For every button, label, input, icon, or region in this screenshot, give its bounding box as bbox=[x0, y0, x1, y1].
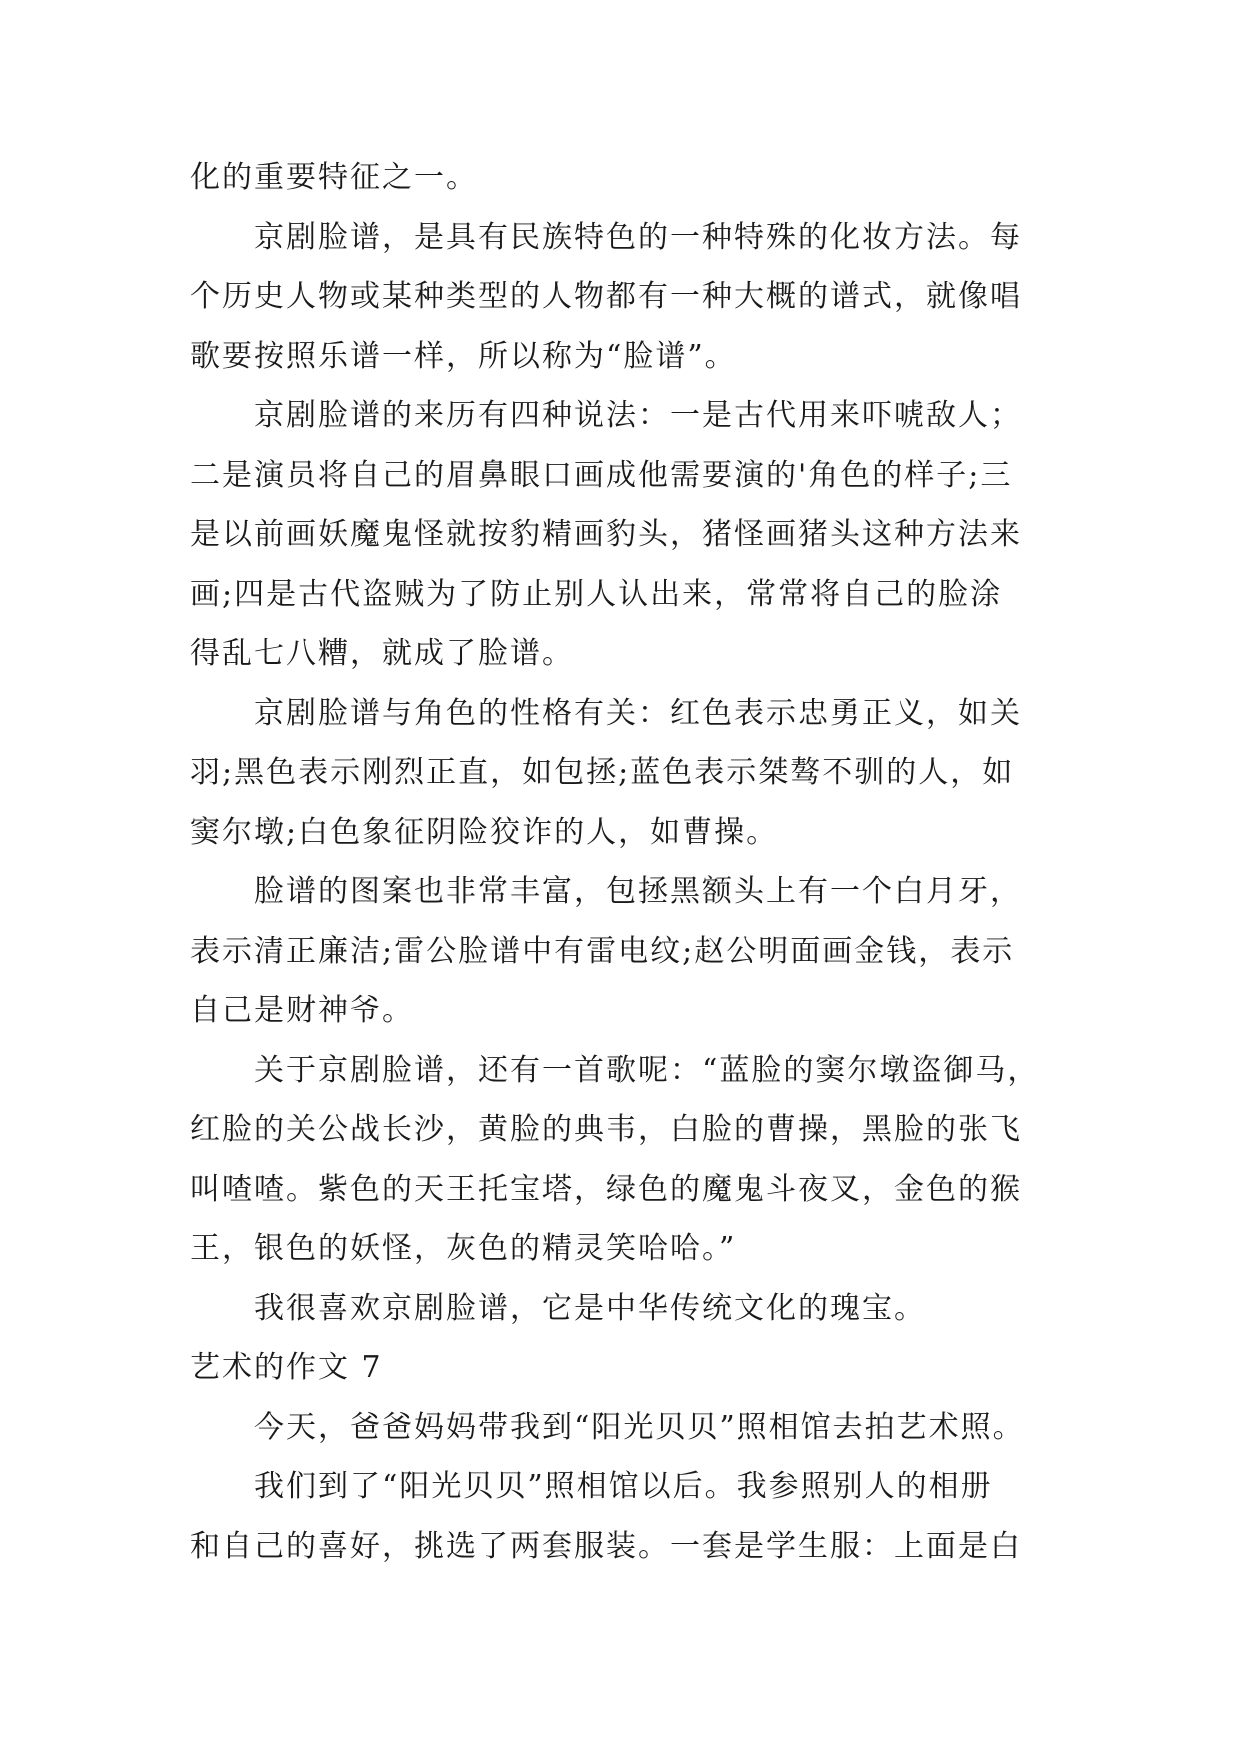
text-line: 二是演员将自己的眉鼻眼口画成他需要演的'角色的样子;三 bbox=[190, 457, 1013, 493]
text-line: 歌要按照乐谱一样，所以称为“脸谱”。 bbox=[190, 338, 737, 374]
text-line: 和自己的喜好，挑选了两套服装。一套是学生服：上面是白 bbox=[190, 1528, 1022, 1564]
text-line: 我很喜欢京剧脸谱，它是中华传统文化的瑰宝。 bbox=[254, 1290, 926, 1326]
text-line: 是以前画妖魔鬼怪就按豹精画豹头，猪怪画猪头这种方法来 bbox=[190, 517, 1022, 552]
text-line: 我们到了“阳光贝贝”照相馆以后。我参照别人的相册 bbox=[254, 1469, 993, 1504]
text-line: 羽;黑色表示刚烈正直，如包拯;蓝色表示桀骜不驯的人，如 bbox=[190, 755, 1015, 790]
text-line: 叫喳喳。紫色的天王托宝塔，绿色的魔鬼斗夜叉，金色的猴 bbox=[190, 1171, 1022, 1207]
text-line: 自己是财神爷。 bbox=[190, 993, 414, 1028]
text-line: 化的重要特征之一。 bbox=[190, 160, 478, 195]
text-line: 表示清正廉洁;雷公脸谱中有雷电纹;赵公明面画金钱，表示 bbox=[190, 933, 1015, 969]
text-line: 关于京剧脸谱，还有一首歌呢：“蓝脸的窦尔墩盗御马， bbox=[254, 1052, 1040, 1088]
text-line: 今天，爸爸妈妈带我到“阳光贝贝”照相馆去拍艺术照。 bbox=[254, 1409, 1025, 1445]
text-line: 京剧脸谱的来历有四种说法：一是古代用来吓唬敌人； bbox=[254, 398, 1022, 433]
text-line: 个历史人物或某种类型的人物都有一种大概的谱式，就像唱 bbox=[190, 279, 1022, 314]
text-line: 画;四是古代盗贼为了防止别人认出来，常常将自己的脸涂 bbox=[190, 576, 1003, 612]
text-line: 得乱七八糟，就成了脸谱。 bbox=[190, 636, 574, 671]
text-line: 脸谱的图案也非常丰富，包拯黑额头上有一个白月牙， bbox=[254, 874, 1022, 909]
section-heading: 艺术的作文 7 bbox=[190, 1350, 383, 1385]
text-line: 京剧脸谱与角色的性格有关：红色表示忠勇正义，如关 bbox=[254, 695, 1022, 731]
text-line: 窦尔墩;白色象征阴险狡诈的人，如曹操。 bbox=[190, 814, 779, 850]
document-body bbox=[190, 148, 1055, 1576]
text-line: 京剧脸谱，是具有民族特色的一种特殊的化妆方法。每 bbox=[254, 219, 1022, 255]
text-line: 红脸的关公战长沙，黄脸的典韦，白脸的曹操，黑脸的张飞 bbox=[190, 1112, 1022, 1147]
text-line: 王，银色的妖怪，灰色的精灵笑哈哈。” bbox=[190, 1231, 737, 1266]
